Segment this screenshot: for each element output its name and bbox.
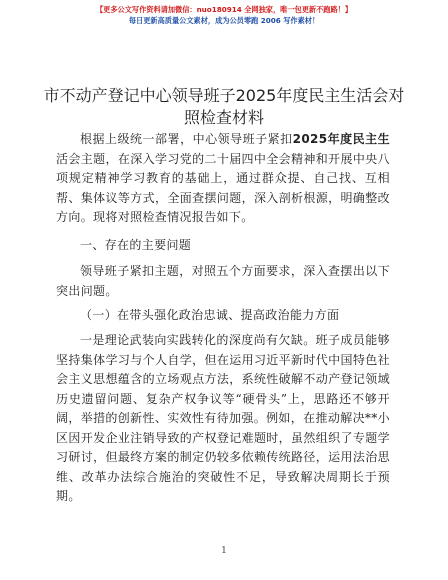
section-intro-paragraph: 领导班子紧扣主题，对照五个方面要求，深入查摆出以下突出问题。 <box>56 264 390 298</box>
intro-text-start: 根据上级统一部署，中心领导班子紧扣 <box>80 132 293 146</box>
subsection-paragraph: 一是理论武装向实践转化的深度尚有欠缺。班子成员能够坚持集体学习与个人自学，但在运用习近平新时代中国特色社会主义思想蕴含的立场观点方法，系统性破解不动产登记领域历史遗留问题、复杂产权争议等“硬骨头”上，思路还不够开阔，举措的创新性、实效性有待加强。例如，在推动解决**小区因开发企业注销导致的产权登记难题时，虽然组织了专题学习研讨，但最终方案的制定仍较多依赖传统路径，运用法治思维、改革办法综合施治的突破性不足，导致解决周期长于预期。 <box>56 333 390 503</box>
section-heading: 一、存在的主要问题 <box>80 238 192 252</box>
intro-paragraph <box>56 130 390 228</box>
promo-banner-line-1: 【更多公文写作资料请加微信：nuo180914 全网独家，唯一包更新不跑路！】 <box>95 5 353 14</box>
page-number: 1 <box>221 546 227 556</box>
subsection-heading: （一）在带头强化政治忠诚、提高政治能力方面 <box>80 308 340 322</box>
intro-highlight: 2025年度民主生 <box>292 132 390 146</box>
intro-highlight-cont: 活会主题 <box>56 151 106 166</box>
promo-banner-line-2: 每日更新高质量公文素材，成为公员零跑 2006 写作素材！ <box>128 16 320 25</box>
document-title: 市不动产登记中心领导班子2025年度民主生活会对照检查材料 <box>43 86 405 127</box>
intro-text-end: ，在深入学习党的二十届四中全会精神和开展中央八项规定精神学习教育的基础上，通过群众提、自己找、互相帮、集体议等方式，全面查摆问题，深入剖析根源，明确整改方向。现将对照检查情况报告如下。 <box>56 151 390 224</box>
